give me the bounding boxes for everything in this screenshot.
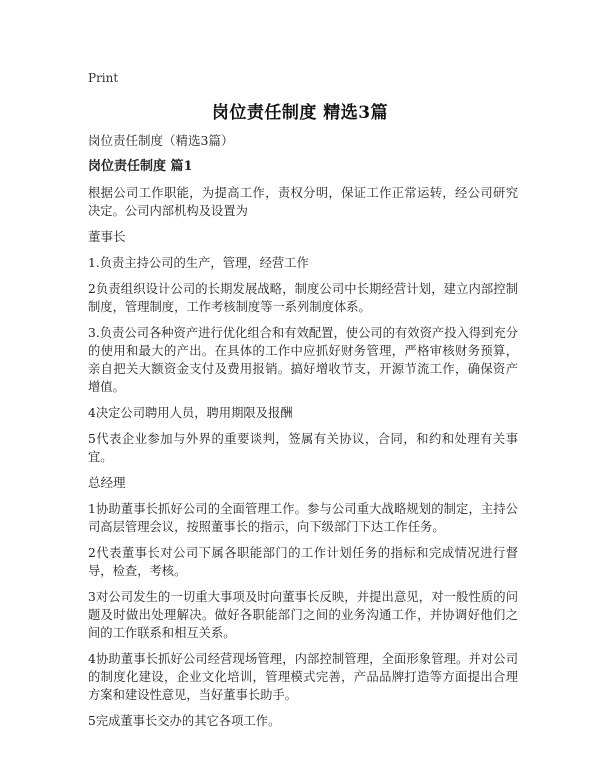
print-link[interactable]: Print bbox=[88, 71, 119, 85]
document-subtitle: 岗位责任制度（精选3篇） bbox=[88, 133, 234, 148]
intro-paragraph: 根据公司工作职能，为提高工作，责权分明，保证工作正常运转，经公司研究决定。公司内部机构及设置为 bbox=[88, 186, 518, 218]
document-body bbox=[88, 132, 518, 738]
chairman-duty-item: 4决定公司聘用人员，聘用期限及报酬 bbox=[88, 406, 293, 420]
section-heading: 岗位责任制度 篇1 bbox=[88, 159, 193, 174]
chairman-duty-item: 3.负责公司各种资产进行优化组合和有效配置，使公司的有效资产投入得到充分的使用和最大的产出。在具体的工作中应抓好财务管理，严格审核财务预算，亲自把关大额资金支付及费用报销。搞好增收节支，开源节流工作，确保资产增值。 bbox=[88, 326, 518, 394]
gm-duty-item: 5完成董事长交办的其它各项工作。 bbox=[88, 714, 281, 728]
role-heading-gm: 总经理 bbox=[88, 475, 126, 490]
role-heading-chairman: 董事长 bbox=[88, 229, 126, 244]
chairman-duty-item: 5代表企业参加与外界的重要谈判，签属有关协议，合同，和约和处理有关事宜。 bbox=[88, 432, 518, 464]
gm-duty-item: 4协助董事长抓好公司经营现场管理，内部控制管理，全面形象管理。并对公司的制度化建设，企业文化培训，管理模式完善，产品品牌打造等方面提出合理方案和建设性意见，当好董事长助手。 bbox=[88, 652, 518, 702]
page-title: 岗位责任制度 精选3篇 bbox=[211, 103, 389, 123]
gm-duty-item: 2代表董事长对公司下属各职能部门的工作计划任务的指标和完成情况进行督导，检查，考核。 bbox=[88, 546, 518, 578]
gm-duty-item: 3对公司发生的一切重大事项及时向董事长反映，并提出意见，对一般性质的问题及时做出处理解决。做好各职能部门之间的业务沟通工作，并协调好他们之间的工作联系和相互关系。 bbox=[88, 590, 518, 640]
chairman-duty-item: 2负责组织设计公司的长期发展战略，制度公司中长期经营计划，建立内部控制制度，管理制度，工作考核制度等一系列制度体系。 bbox=[88, 282, 518, 314]
gm-duty-item: 1协助董事长抓好公司的全面管理工作。参与公司重大战略规划的制定，主持公司高层管理会议，按照董事长的指示，向下级部门下达工作任务。 bbox=[88, 502, 518, 534]
chairman-duty-item: 1.负责主持公司的生产，管理，经营工作 bbox=[88, 256, 309, 270]
